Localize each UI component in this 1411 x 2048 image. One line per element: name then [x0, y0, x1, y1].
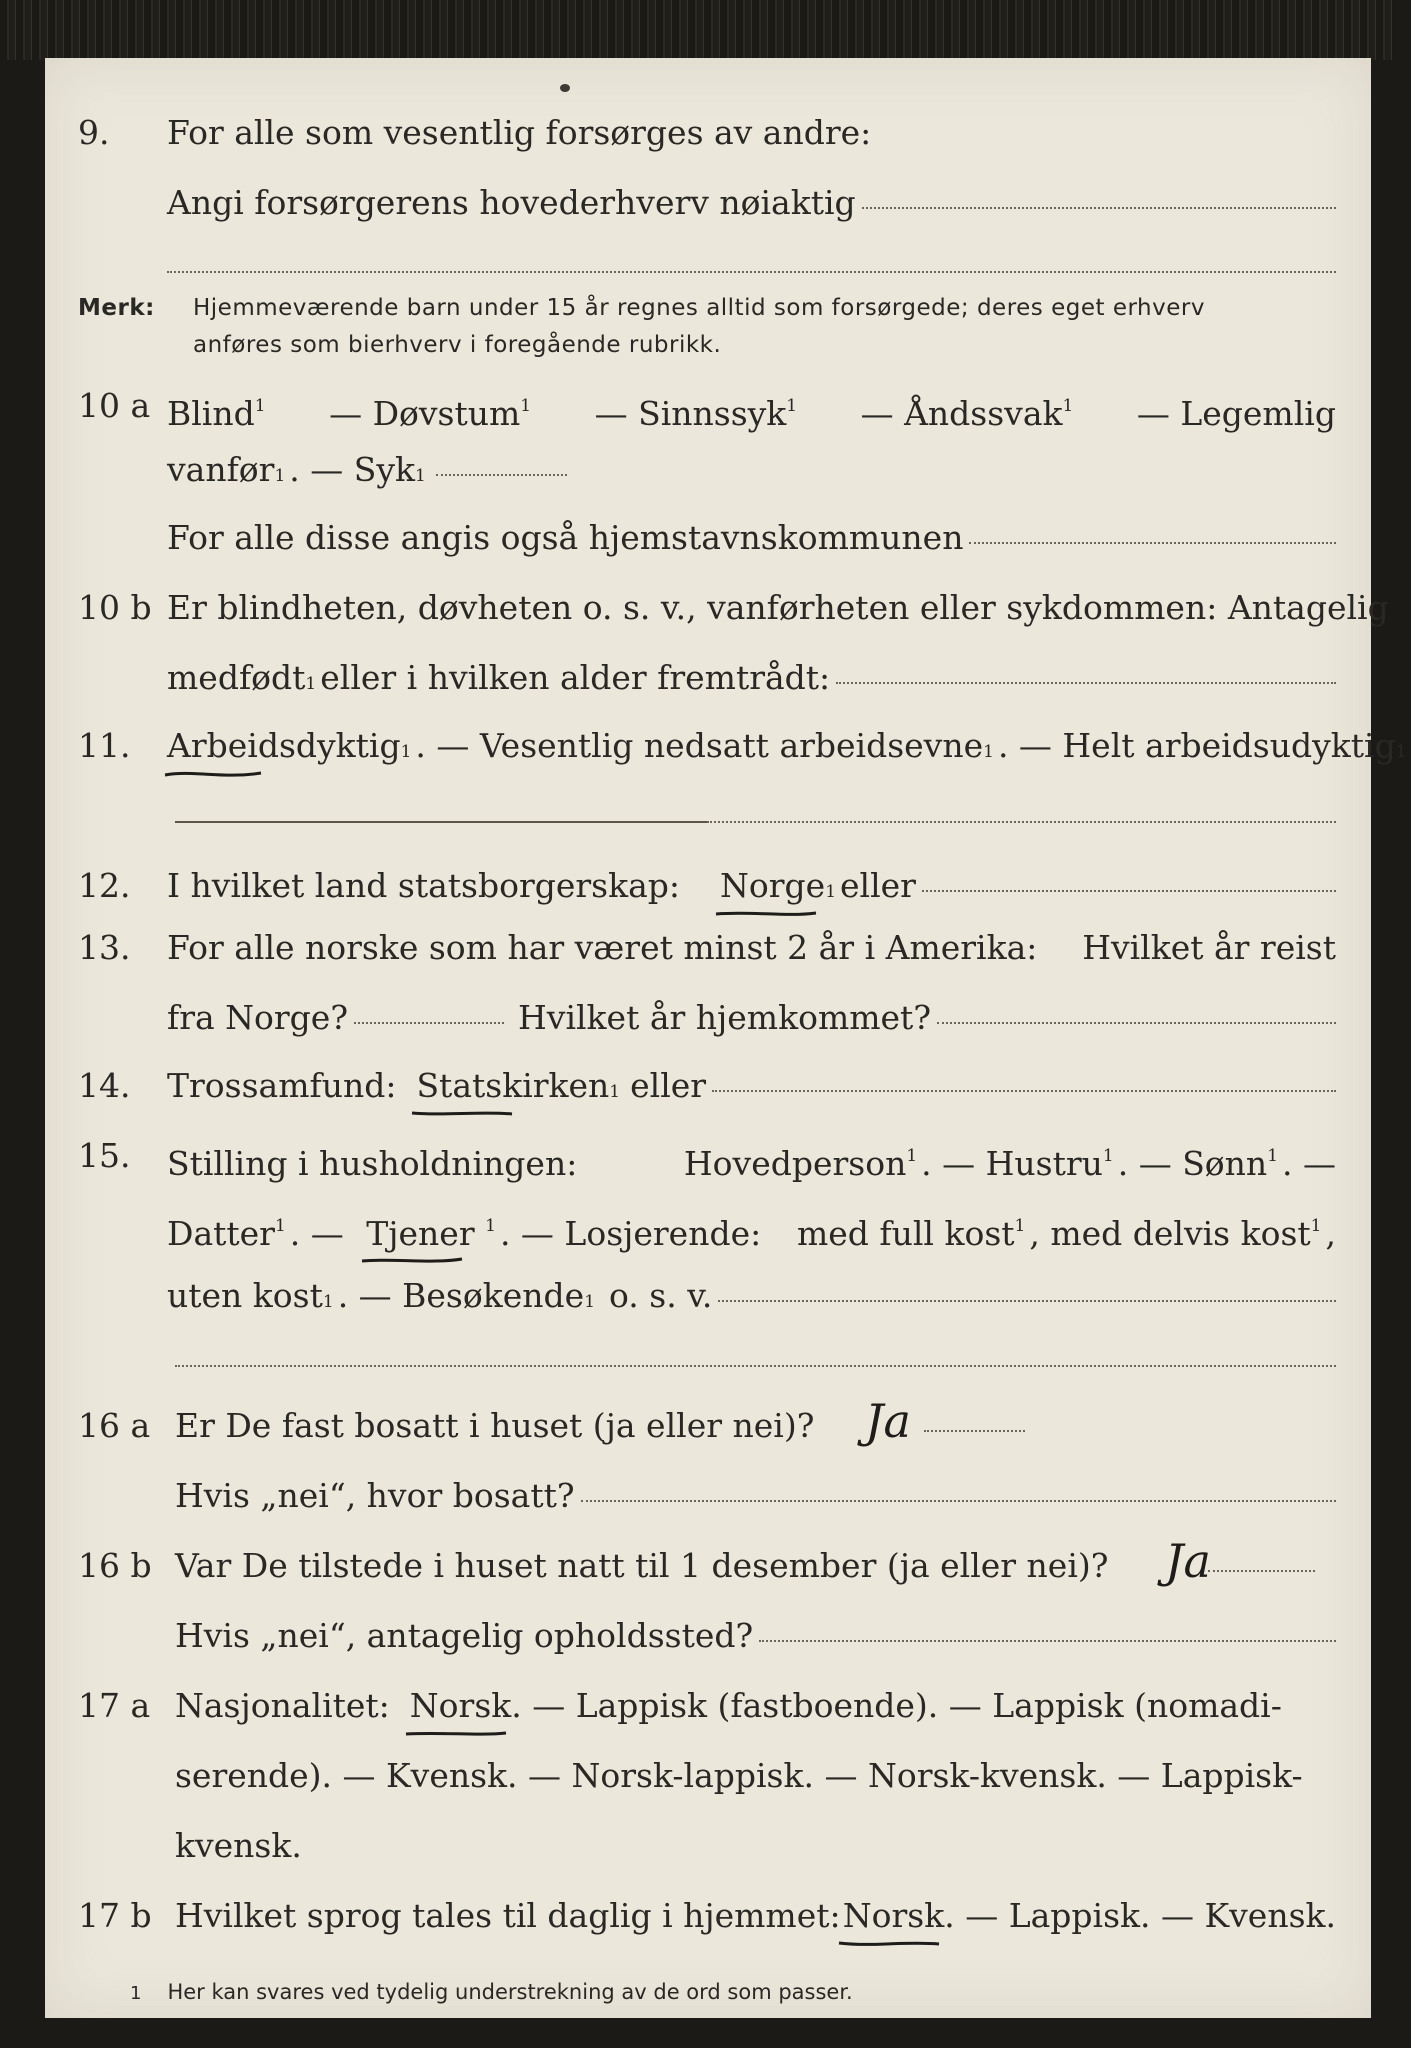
- question-number: 10 a: [78, 386, 151, 425]
- separator: [707, 821, 1336, 823]
- question-text: o. s. v.: [609, 1276, 713, 1315]
- answer-line-hjemkommet[interactable]: [937, 998, 1336, 1024]
- option-eller: eller: [630, 1066, 707, 1105]
- question-number: 12.: [78, 866, 131, 905]
- answer-line[interactable]: [969, 518, 1336, 544]
- answer-line[interactable]: [436, 450, 567, 476]
- question-text: Angi forsørgerens hovederhverv nøiaktig: [167, 183, 856, 222]
- note-text-2: anføres som bierhverv i foregående rubrikk.: [193, 332, 722, 358]
- question-number: 13.: [78, 928, 131, 967]
- answer-line-reist[interactable]: [354, 998, 504, 1024]
- answer-line[interactable]: [712, 1066, 1336, 1092]
- question-number: 10 b: [78, 588, 152, 627]
- question-text: Trossamfund:: [167, 1066, 397, 1105]
- question-text: Nasjonalitet:: [175, 1686, 390, 1725]
- answer-line[interactable]: [922, 866, 1336, 892]
- option-statskirken[interactable]: Statskirken: [416, 1066, 609, 1106]
- nationality-options[interactable]: kvensk.: [175, 1826, 302, 1865]
- option-besokende[interactable]: . — Besøkende: [337, 1276, 585, 1315]
- option-norsk[interactable]: Norsk: [410, 1686, 511, 1726]
- option-sonn[interactable]: . — Sønn: [1117, 1144, 1268, 1183]
- answer-line[interactable]: [1208, 1546, 1315, 1572]
- question-text: Er blindheten, døvheten o. s. v., vanførheten eller sykdommen: Antagelig: [167, 588, 1389, 627]
- question-text: Var De tilstede i huset natt til 1 desember (ja eller nei)?: [175, 1546, 1109, 1585]
- question-number: 17 b: [78, 1896, 152, 1935]
- answer-line[interactable]: [924, 1406, 1025, 1432]
- option-legemlig[interactable]: — Legemlig: [1136, 394, 1336, 433]
- question-number: 9.: [78, 113, 110, 152]
- footnote-number: 1: [130, 1983, 142, 2004]
- option-vanfor[interactable]: vanfør: [167, 450, 275, 489]
- question-text: Hvis „nei“, hvor bosatt?: [175, 1476, 575, 1515]
- handwritten-underline: [362, 1255, 462, 1267]
- question-text: Stilling i husholdningen:: [167, 1144, 578, 1183]
- separator: [175, 821, 707, 823]
- question-text: eller i hvilken alder fremtrådt:: [320, 658, 831, 697]
- question-number: 15.: [78, 1136, 131, 1175]
- option-delvis-kost[interactable]: , med delvis kost: [1029, 1214, 1311, 1253]
- option-tjener[interactable]: Tjener: [366, 1214, 485, 1253]
- option-andssvak[interactable]: — Åndssvak: [860, 394, 1063, 433]
- option-norge[interactable]: Norge: [720, 866, 825, 906]
- note-text-1: Hjemmeværende barn under 15 år regnes alltid som forsørgede; deres eget erhverv: [193, 295, 1205, 321]
- handwritten-underline: [716, 908, 816, 920]
- question-text: fra Norge?: [167, 998, 349, 1037]
- question-text: For alle som vesentlig forsørges av andre:: [167, 113, 872, 152]
- handwritten-answer-16a[interactable]: Ja: [865, 1394, 911, 1448]
- nationality-options[interactable]: . — Lappisk (fastboende). — Lappisk (nomadi-: [511, 1686, 1282, 1725]
- question-text: Hvis „nei“, antagelig opholdssted?: [175, 1616, 754, 1655]
- handwritten-answer-16b[interactable]: Ja: [1165, 1534, 1211, 1588]
- question-text: For alle disse angis også hjemstavnskommunen: [167, 518, 964, 557]
- handwritten-underline: [163, 768, 263, 780]
- question-number: 11.: [78, 726, 131, 765]
- scan-edge: [0, 0, 1395, 60]
- answer-line[interactable]: [718, 1276, 1336, 1302]
- option-uten-kost[interactable]: uten kost: [167, 1276, 323, 1315]
- question-number: 14.: [78, 1066, 131, 1105]
- option-hovedperson[interactable]: Hovedperson: [683, 1144, 907, 1183]
- option-full-kost[interactable]: med full kost: [796, 1214, 1015, 1253]
- question-text: Hvilket sprog tales til daglig i hjemmet:: [175, 1896, 841, 1935]
- question-text: Hvilket år reist: [1082, 928, 1336, 967]
- option-blind[interactable]: Blind: [167, 394, 255, 433]
- nationality-options[interactable]: serende). — Kvensk. — Norsk-lappisk. — Norsk-kvensk. — Lappisk-: [175, 1756, 1303, 1795]
- handwritten-underline: [412, 1108, 512, 1120]
- footnote-text: Her kan svares ved tydelig understrekning av de ord som passer.: [167, 1980, 853, 2004]
- option-hustru[interactable]: . — Hustru: [921, 1144, 1103, 1183]
- note-label: Merk:: [78, 295, 155, 321]
- separator: [175, 1365, 1336, 1367]
- answer-line[interactable]: [759, 1616, 1336, 1642]
- answer-line[interactable]: [581, 1476, 1336, 1502]
- option-sinnssyk[interactable]: — Sinnssyk: [594, 394, 787, 433]
- handwritten-underline: [839, 1938, 939, 1950]
- option-udyktig[interactable]: . — Helt arbeidsudyktig: [997, 726, 1396, 765]
- option-datter[interactable]: Datter: [167, 1214, 275, 1253]
- option-syk[interactable]: . — Syk: [289, 450, 415, 489]
- question-number: 16 a: [78, 1406, 151, 1445]
- answer-line[interactable]: [836, 658, 1336, 684]
- question-text: Hvilket år hjemkommet?: [518, 998, 932, 1037]
- footnote: [130, 1980, 853, 2004]
- option-eller: eller: [840, 866, 916, 905]
- question-text: Er De fast bosatt i huset (ja eller nei)?: [175, 1406, 815, 1445]
- option-medfodt[interactable]: medfødt: [167, 658, 306, 697]
- option-dovstum[interactable]: — Døvstum: [329, 394, 521, 433]
- handwritten-underline: [406, 1728, 506, 1740]
- option-losjerende[interactable]: . — Losjerende:: [499, 1214, 762, 1253]
- option-norsk-sprog[interactable]: Norsk: [843, 1896, 944, 1936]
- question-text: For alle norske som har været minst 2 år i Amerika:: [167, 928, 1038, 967]
- answer-line[interactable]: [862, 183, 1336, 209]
- question-number: 16 b: [78, 1546, 152, 1585]
- language-options[interactable]: . — Lappisk. — Kvensk.: [944, 1896, 1336, 1935]
- census-form-page: 9. For alle som vesentlig forsørges av andre: Angi forsørgerens hovederhverv nøiaktig Merk: Hjemmeværende barn under 15 år regnes alltid som forsørgede; deres eget erhverv anføres som bierhverv i foregående rubrikk. 10 a Blind$^1$ — Døvstum$^1$ — Sinnssyk$^1$ — Åndssvak$^1$ — Legemlig vanfør 1 . — Syk 1 For alle disse angis også hjemstavnskommunen 10 b Er blindheten, døvheten o. s. v., vanførheten eller sykdommen: Antagelig medfødt 1 eller i hvilken alder fremtrådt: 11. Arbeidsdyktig 1 . — Vesentlig nedsatt arbeidsevne 1 . — Helt arbeidsudyktig 1 12. I hvilket land statsborgerskap: Norge 1 eller 13. For alle norske som har været minst 2 år i Amerika: Hvilket år reist fra Norge? Hvilket år hjemkommet? 14. Trossamfund: Statskirken 1 eller 15. Stilling i husholdningen: Hovedperson$^1$ . — Hustru$^1$ . — Sønn$^1$ . — Datter$^1$ . — Tjener $^1$ . — Losjerende: med full kost$^1$ , med delvis kost$^1$ , uten kost 1 . — Besøkende 1 o. s. v. 16 a Er De fast bosatt i huset (ja eller nei)? Ja Hvis „nei“, hvor bosatt? 16 b Var De tilstede i huset natt til 1 desember (ja eller nei)? Ja Hvis „nei“, antagelig opholdssted? 17 a Nasjonalitet: Norsk . — Lappisk (fastboende). — Lappisk (nomadi- serende). — Kvensk. — Norsk-lappisk. — Norsk-kvensk. — Lappisk- kvensk. 17 b Hvilket sprog tales til daglig i hjemmet: Norsk . — Lappisk. — Kvensk. 1 Her kan svares ved tydelig understrekning av de ord som passer.: [45, 58, 1371, 2018]
- question-text: I hvilket land statsborgerskap:: [167, 866, 681, 905]
- question-number: 17 a: [78, 1686, 151, 1725]
- option-arbeidsdyktig[interactable]: Arbeidsdyktig: [167, 726, 401, 766]
- ink-dot: [560, 84, 570, 92]
- option-nedsatt[interactable]: . — Vesentlig nedsatt arbeidsevne: [415, 726, 984, 765]
- answer-line[interactable]: [167, 271, 1336, 273]
